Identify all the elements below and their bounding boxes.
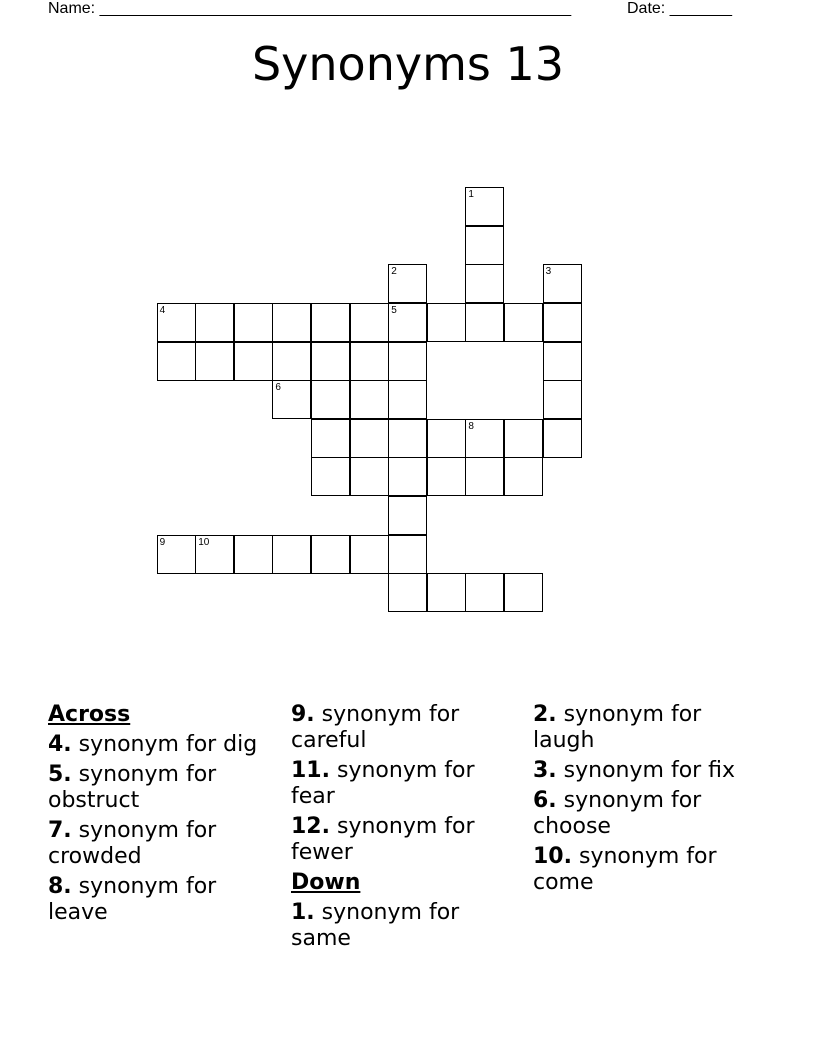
grid-cell[interactable]: [427, 573, 466, 612]
grid-cell[interactable]: [427, 303, 466, 342]
grid-cell[interactable]: [388, 303, 427, 342]
clue-text: synonym for come: [533, 844, 717, 895]
grid-cell[interactable]: [465, 457, 504, 496]
cell-number: 4: [159, 305, 166, 316]
grid-cell[interactable]: [465, 303, 504, 342]
grid-cell[interactable]: [311, 457, 350, 496]
grid-cell[interactable]: [350, 380, 389, 419]
grid-cell[interactable]: [465, 419, 504, 458]
date-line: Date: _______: [627, 0, 732, 17]
clue-across-5: [48, 762, 278, 814]
grid-cell[interactable]: [234, 303, 273, 342]
grid-cell[interactable]: [427, 419, 466, 458]
cell-number: 8: [468, 420, 474, 432]
grid-cell[interactable]: [388, 264, 427, 303]
clue-number: 11.: [291, 758, 330, 783]
clue-text: synonym for dig: [78, 732, 258, 757]
grid-cell[interactable]: [388, 380, 427, 419]
clue-number: 6.: [533, 788, 557, 813]
grid-cell[interactable]: [543, 380, 582, 419]
grid-cell[interactable]: [272, 303, 311, 342]
grid-cell[interactable]: [504, 419, 543, 458]
grid-cell[interactable]: [465, 573, 504, 612]
grid-cell[interactable]: [388, 419, 427, 458]
grid-cell[interactable]: [350, 342, 389, 381]
cell-number: 2: [391, 266, 397, 278]
clue-down-10: [533, 844, 763, 896]
clue-text: synonym for careful: [291, 702, 460, 753]
clue-across-11: [291, 758, 521, 810]
grid-cell[interactable]: [195, 303, 234, 342]
clue-number: 3.: [533, 758, 557, 783]
clue-number: 2.: [533, 702, 557, 727]
clue-number: 10.: [533, 844, 572, 869]
grid-cell[interactable]: [157, 303, 196, 342]
grid-cell[interactable]: [272, 380, 311, 419]
clues-column-1: [48, 702, 278, 930]
clue-across-4: [48, 732, 278, 758]
clue-text: synonym for obstruct: [48, 762, 217, 813]
grid-cell[interactable]: [465, 226, 504, 265]
cell-number: 10: [198, 536, 210, 548]
name-line: Name: _____________________________________________________: [48, 0, 572, 17]
grid-cell[interactable]: [388, 496, 427, 535]
clue-text: synonym for fear: [291, 758, 475, 809]
clue-text: synonym for crowded: [48, 818, 217, 869]
cell-number: 5: [391, 305, 397, 316]
clue-number: 12.: [291, 814, 330, 839]
clue-across-7: [48, 818, 278, 870]
clue-number: 1.: [291, 900, 315, 925]
grid-cell[interactable]: [195, 535, 234, 574]
grid-cell[interactable]: [311, 419, 350, 458]
grid-cell[interactable]: [272, 342, 311, 381]
grid-cell[interactable]: [543, 303, 582, 342]
grid-cell[interactable]: [388, 573, 427, 612]
grid-cell[interactable]: [311, 342, 350, 381]
grid-cell[interactable]: [543, 419, 582, 458]
grid-cell[interactable]: [311, 535, 350, 574]
grid-cell[interactable]: [465, 187, 504, 226]
grid-cell[interactable]: [350, 303, 389, 342]
clue-number: 9.: [291, 702, 315, 727]
cell-number: 6: [275, 382, 281, 394]
grid-cell[interactable]: [311, 380, 350, 419]
grid-cell[interactable]: [234, 535, 273, 574]
grid-cell[interactable]: [388, 535, 427, 574]
clue-number: 7.: [48, 818, 72, 843]
grid-cell[interactable]: [195, 342, 234, 381]
clue-number: 5.: [48, 762, 72, 787]
grid-cell[interactable]: [465, 264, 504, 303]
clues-column-3: [533, 702, 763, 900]
grid-cell[interactable]: [427, 457, 466, 496]
cell-number: 9: [159, 536, 166, 548]
grid-cell[interactable]: [350, 535, 389, 574]
clue-number: 4.: [48, 732, 72, 757]
grid-cell[interactable]: [272, 535, 311, 574]
clue-across-8: [48, 874, 278, 926]
clue-across-9: [291, 702, 521, 754]
clue-text: synonym for laugh: [533, 702, 702, 753]
grid-cell[interactable]: [234, 342, 273, 381]
cell-number: 3: [545, 266, 552, 278]
clues-column-2: [291, 702, 521, 956]
across-heading: Across: [48, 702, 131, 727]
grid-cell[interactable]: [504, 573, 543, 612]
grid-cell[interactable]: [157, 342, 196, 381]
grid-cell[interactable]: [504, 303, 543, 342]
clue-text: synonym for fewer: [291, 814, 475, 865]
clue-text: synonym for choose: [533, 788, 702, 839]
clue-text: synonym for fix: [563, 758, 736, 783]
down-heading: Down: [291, 870, 361, 895]
clue-across-12: [291, 814, 521, 866]
clue-down-3: [533, 758, 763, 784]
clue-down-6: [533, 788, 763, 840]
clue-text: synonym for same: [291, 900, 460, 951]
grid-cell[interactable]: [350, 419, 389, 458]
grid-cell[interactable]: [388, 342, 427, 381]
clue-down-2: [533, 702, 763, 754]
grid-cell[interactable]: [350, 457, 389, 496]
grid-cell[interactable]: [311, 303, 350, 342]
grid-cell[interactable]: [157, 535, 196, 574]
cell-number: 1: [468, 189, 474, 201]
grid-cell[interactable]: [388, 457, 427, 496]
clue-down-1: [291, 900, 521, 952]
grid-cell[interactable]: [504, 457, 543, 496]
page-title: Synonyms 13: [251, 37, 565, 91]
grid-cell[interactable]: [543, 264, 582, 303]
grid-cell[interactable]: [543, 342, 582, 381]
clue-number: 8.: [48, 874, 72, 899]
clue-text: synonym for leave: [48, 874, 217, 925]
